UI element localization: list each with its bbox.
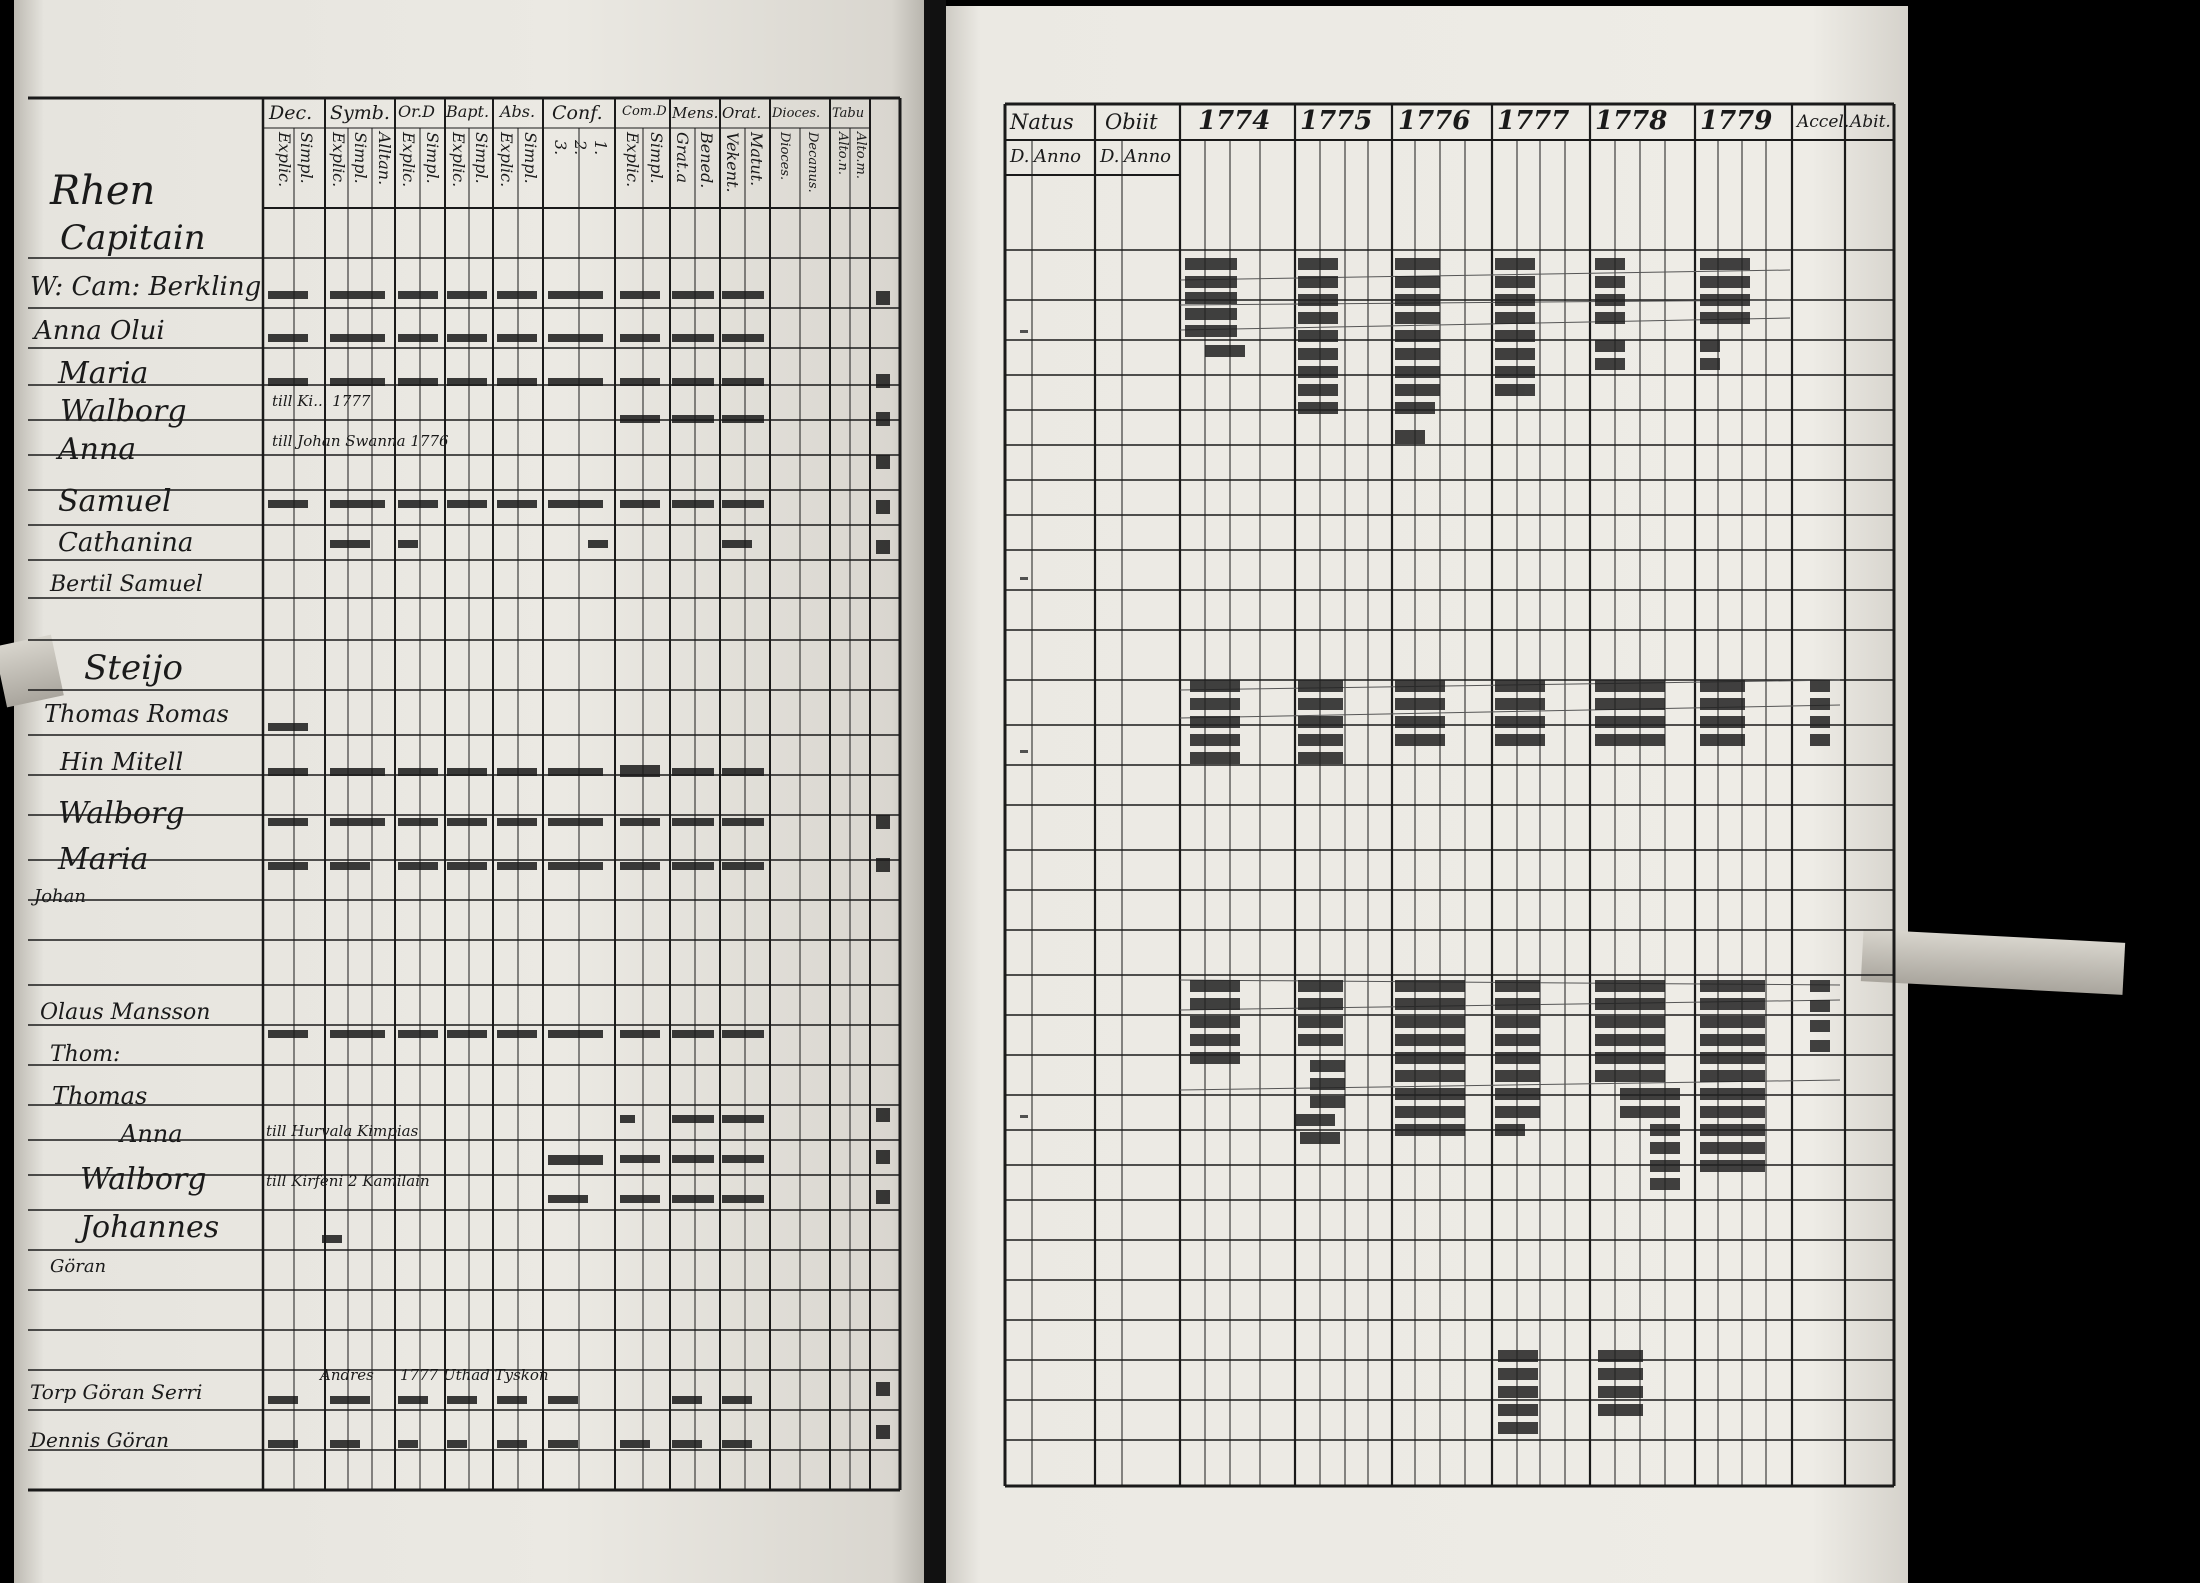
person-name: Torp Göran Serri	[30, 1380, 203, 1404]
person-name: Maria	[58, 842, 149, 877]
sub-header-anno: Anno	[1034, 146, 1082, 167]
person-name: W: Cam: Berkling	[30, 272, 262, 302]
sub-header-anno: Anno	[1124, 146, 1172, 167]
person-name: Olaus Mansson	[40, 1000, 211, 1025]
person-name: Johan	[34, 886, 86, 907]
sub-header-explic: Explic.	[449, 132, 468, 188]
person-name: Anna Olui	[34, 316, 165, 346]
sub-header-explic: Explic.	[329, 132, 348, 188]
sub-header-alto-n: Alto.n.	[835, 132, 850, 176]
sub-header-simpl: Simpl.	[423, 132, 442, 184]
sub-header-vekent: Vekent.	[723, 132, 742, 193]
col-header-bapt: Bapt.	[446, 102, 490, 121]
col-header-natus: Natus	[1010, 110, 1074, 134]
col-header-year: 1774	[1198, 106, 1271, 136]
sub-header-conf-2: 2.	[571, 140, 590, 156]
sub-header-explic: Explic.	[399, 132, 418, 188]
person-name: Göran	[50, 1256, 107, 1277]
sub-header-dioces: Dioces.	[777, 132, 792, 181]
margin-note: till Ki... 1777	[272, 392, 371, 410]
col-header-orat: Orat.	[722, 104, 762, 122]
col-header-year: 1779	[1700, 106, 1773, 136]
sub-header-alto-m: Alto.m.	[853, 132, 868, 179]
margin-note: till Johan Swanna 1776	[272, 432, 449, 450]
household-title: Capitain	[60, 218, 206, 258]
person-name: Walborg	[58, 796, 185, 831]
person-name: Samuel	[58, 484, 172, 519]
sub-header-explic: Explic.	[623, 132, 642, 188]
sub-header-grat: Grat.a	[673, 132, 692, 184]
margin-note: 1777 Uthad Tyskon	[400, 1366, 549, 1384]
margin-note: till Kirfeni 2 Kamilain	[266, 1172, 430, 1190]
col-header-conf: Conf.	[552, 102, 603, 124]
sub-header-simpl: Simpl.	[297, 132, 316, 184]
col-header-dec: Dec.	[269, 102, 313, 124]
person-name: Thomas Romas	[44, 700, 229, 728]
person-name: Dennis Göran	[30, 1428, 170, 1452]
col-header-symb: Symb.	[330, 102, 390, 124]
sub-header-explic: Explic.	[497, 132, 516, 188]
place-name: Steijo	[84, 648, 183, 688]
sub-header-day: D.	[1100, 146, 1120, 167]
col-header-year: 1776	[1398, 106, 1471, 136]
person-name: Maria	[58, 356, 149, 391]
place-name: Rhen	[50, 168, 156, 214]
col-header-tabu: Tabu	[832, 106, 865, 121]
sub-header-simpl: Simpl.	[521, 132, 540, 184]
person-name: Walborg	[80, 1162, 207, 1197]
sub-header-simpl: Simpl.	[647, 132, 666, 184]
sub-header-bened: Bened.	[697, 132, 716, 189]
col-header-comd: Com.D	[622, 104, 667, 119]
person-name: Hin Mitell	[60, 748, 184, 776]
col-header-dioces: Dioces.	[772, 106, 821, 121]
sub-header-decanus: Decanus.	[805, 132, 820, 193]
col-header-year: 1778	[1595, 106, 1668, 136]
person-name: Bertil Samuel	[50, 572, 203, 597]
person-name: Thomas	[52, 1082, 148, 1110]
margin-note: Andres	[320, 1366, 374, 1384]
sub-header-conf-1: 1.	[591, 140, 610, 156]
col-header-abs: Abs.	[500, 102, 536, 121]
sub-header-day: D.	[1010, 146, 1030, 167]
sub-header-alltan: Alltan.	[375, 132, 394, 186]
col-header-year: 1775	[1300, 106, 1373, 136]
person-name: Anna	[58, 432, 137, 467]
person-name: Thom:	[50, 1042, 121, 1067]
person-name: Anna	[120, 1120, 183, 1148]
col-header-year: 1777	[1497, 106, 1570, 136]
sub-header-matut: Matut.	[747, 132, 766, 187]
sub-header-explic: Explic.	[275, 132, 294, 188]
sub-header-simpl: Simpl.	[351, 132, 370, 184]
person-name: Johannes	[80, 1210, 220, 1245]
col-header-obiit: Obiit	[1105, 110, 1158, 134]
col-header-accel: Accel.	[1797, 112, 1850, 132]
sub-header-conf-3: 3.	[551, 140, 570, 156]
sub-header-simpl: Simpl.	[472, 132, 491, 184]
col-header-abit: Abit.	[1850, 112, 1891, 132]
col-header-ord: Or.D	[398, 102, 435, 121]
col-header-mens: Mens.	[672, 104, 719, 122]
person-name: Cathanina	[58, 528, 194, 558]
margin-note: till Hurvala Kimpias	[266, 1122, 419, 1140]
person-name: Walborg	[60, 394, 187, 429]
